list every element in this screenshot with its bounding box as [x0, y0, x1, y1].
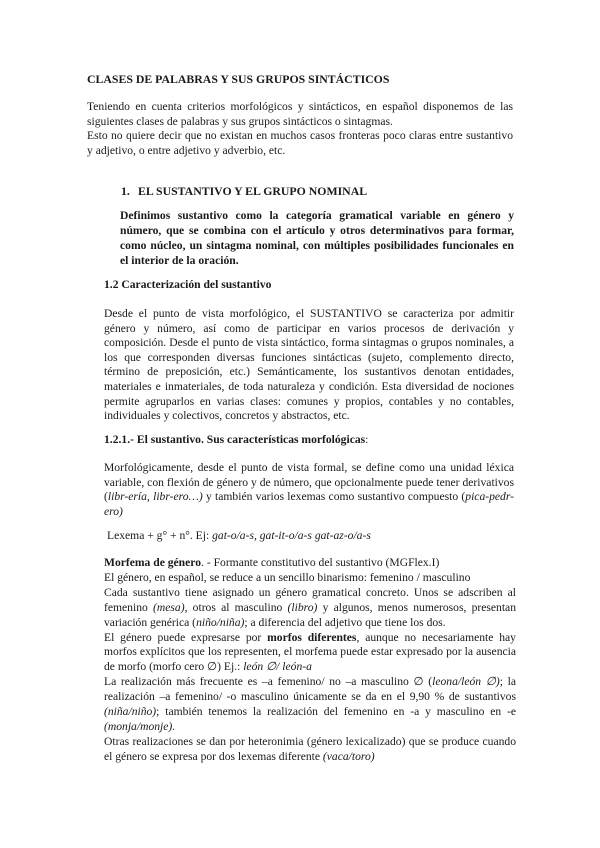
realization-text-e: ; también tenemos la realización del femenino en -a y masculino en -e [156, 705, 516, 719]
example-leona-leon: leona/león ∅) [432, 675, 500, 689]
example-monja-monje: (monja/monje). [104, 719, 176, 733]
morphology-paragraph [104, 461, 514, 519]
morphology-text-a: Morfológicamente, desde el punto de vista formal, se define como una unidad léxica variable, con flexión de género y de número, que opcionalmente puede tener derivativos ( [104, 461, 514, 504]
example-mesa: (mesa) [153, 600, 185, 614]
gender-binarism-line: El género, en español, se reduce a un sencillo binarismo: femenino / masculino [104, 570, 471, 584]
lexema-label: Lexema + g° + n°. Ej: [107, 529, 213, 542]
section-1-2-1-heading [104, 433, 368, 448]
realization-text-c: ; la realización –a femenino/ -o masculino únicamente se da en el 9,90 % de sustantivos [104, 675, 516, 704]
gender-assignment-text-e: y algunos, menos numerosos, presentan variación genérica ( [104, 600, 516, 629]
lexema-formula [107, 529, 371, 544]
gender-assignment-text-g: ; a diferencia del adjetivo que tiene los dos. [244, 615, 446, 629]
noun-characterization-paragraph: Desde el punto de vista morfológico, el SUSTANTIVO se caracteriza por admitir género y número, así como de participar en varios procesos de derivación y composición. Desde el punto de vista sintáctico, forma sintagmas o grupos nominales, a los que corresponden diversas funciones sintácticas (sujeto, complemento directo, término de preposición, etc.) Semánticamente, los sustantivos denotan entidades, materiales e inmateriales, de toda naturaleza y condición. Esta diversidad de nociones permite agruparlos en varias clases: comunes y propios, contables y no contables, individuales y colectivos, concretos y abstractos, etc. [104, 307, 514, 423]
gender-assignment-text-c: , otros al masculino [184, 600, 288, 614]
realization-text-a: La realización más frecuente es –a femenino/ no –a masculino ∅ ( [104, 675, 433, 689]
lexema-examples: gat-o/a-s, gat-it-o/a-s gat-az-o/a-s [212, 529, 371, 542]
compound-example: pica-pedr-ero) [104, 490, 514, 518]
intro-paragraph-2: Esto no quiere decir que no existan en muchos casos fronteras poco claras entre sustantivo y adjetivo, o entre adjetivo y adverbio, etc. [87, 129, 513, 157]
section-1-heading [121, 184, 367, 199]
gender-assignment-text-a: Cada sustantivo tiene asignado un género gramatical concreto. Unos se adscriben al femenino [104, 585, 516, 614]
gender-morphs-paragraph [104, 631, 516, 676]
example-nino-nina: niño/niña) [196, 615, 245, 629]
morphology-text-b: y también varios lexemas como sustantivo compuesto ( [202, 490, 466, 504]
example-leon: león ∅/ león-a [243, 660, 312, 674]
morfos-diferentes: morfos diferentes [267, 630, 357, 644]
gender-morpheme-heading [104, 556, 516, 571]
intro-paragraph-1: Teniendo en cuenta criterios morfológicos y sintácticos, en español disponemos de las siguientes clases de palabras y sus grupos sintácticos o sintagmas. [87, 100, 513, 128]
example-vaca-toro: (vaca/toro) [322, 749, 375, 763]
section-1-number: 1. [121, 184, 130, 198]
derivative-examples: libr-ería, libr-ero…) [107, 490, 203, 504]
gender-morphs-text-c: , aunque no necesariamente hay morfos explícitos que los representen, el morfema puede estar expresado por la ausencia de morfo (morfo cero ∅) Ej.: [104, 630, 516, 674]
section-1-2-1-title: 1.2.1.- El sustantivo. Sus características morfológicas [104, 433, 366, 446]
gender-realization-paragraph [104, 675, 516, 735]
example-libro: (libro) [287, 600, 318, 614]
heteronymy-text: Otras realizaciones se dan por heteronimia (género lexicalizado) que se produce cuando el género se expresa por dos lexemas diferente [104, 734, 516, 763]
gender-assignment-paragraph [104, 586, 516, 631]
section-1-2-1-colon: : [365, 433, 369, 446]
example-nina-nino: (niña/niño) [104, 705, 157, 719]
gender-morpheme-desc: . - Formante constitutivo del sustantivo (MGFlex.I) [201, 556, 440, 569]
section-1-title: EL SUSTANTIVO Y EL GRUPO NOMINAL [138, 184, 368, 198]
intro-text [87, 100, 513, 158]
section-1-2-heading: 1.2 Caracterización del sustantivo [104, 278, 272, 291]
gender-morphs-text-a: El género puede expresarse por [104, 630, 268, 644]
noun-definition: Definimos sustantivo como la categoría gramatical variable en género y número, que se combina con el artículo y otros determinativos para formar, como núcleo, un sintagma nominal, con múltiples posibilidades funcionales en el interior de la oración. [120, 209, 514, 267]
heteronymy-paragraph [104, 735, 516, 765]
document-title: CLASES DE PALABRAS Y SUS GRUPOS SINTÁCTICOS [87, 72, 390, 86]
gender-morpheme-label: Morfema de género [104, 556, 202, 569]
gender-morpheme-section [104, 556, 516, 765]
